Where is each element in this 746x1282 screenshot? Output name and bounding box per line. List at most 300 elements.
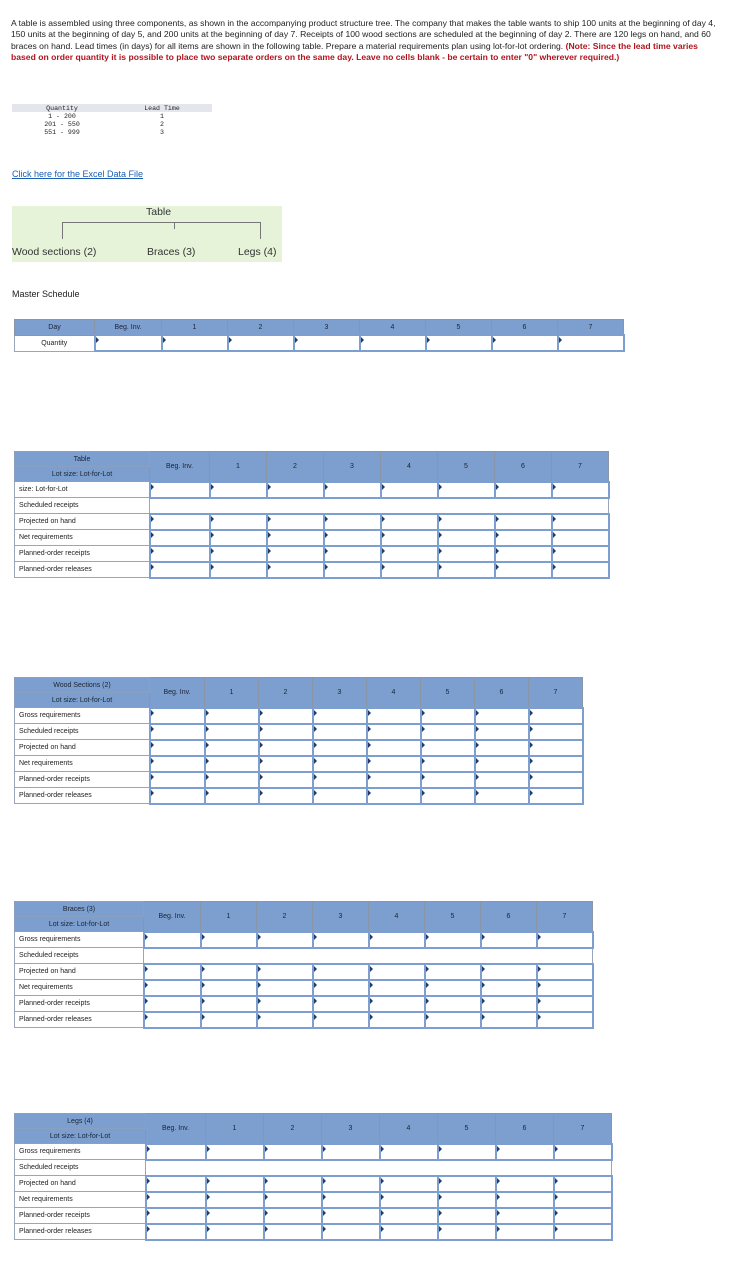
ms-day-header: 2 (228, 320, 294, 336)
mrp-projected-on-hand-input[interactable] (481, 964, 537, 980)
mrp-net-requirements-input[interactable] (257, 980, 313, 996)
mrp-row-scheduled-receipts (15, 724, 583, 740)
mrp-gross-requirements-input[interactable] (144, 932, 201, 948)
lead-time-cell: 1 - 200 (48, 112, 76, 120)
mrp-planned-order-releases-input[interactable] (201, 1012, 257, 1028)
mrp-planned-order-releases-input[interactable] (259, 788, 313, 804)
mrp-day-header: 6 (475, 678, 529, 708)
mrp-net-requirements-input[interactable] (146, 1192, 206, 1208)
mrp-planned-order-releases-input[interactable] (529, 788, 583, 804)
mrp-planned-order-releases-input[interactable] (150, 562, 210, 578)
tree-root-label: Table (146, 206, 172, 218)
mrp-lot-size: Lot size: Lot-for-Lot (15, 917, 144, 932)
mrp-planned-order-releases-input[interactable] (496, 1224, 554, 1240)
mrp-day-header: 4 (367, 678, 421, 708)
mrp-row-label: Projected on hand (15, 1176, 146, 1192)
mrp-projected-on-hand-input[interactable] (313, 740, 367, 756)
mrp-planned-order-releases-input[interactable] (380, 1224, 438, 1240)
mrp-net-requirements-input[interactable] (537, 980, 593, 996)
mrp-row-net-requirements (15, 980, 593, 996)
lead-time-cell: 1 (160, 112, 164, 120)
mrp-projected-on-hand-input[interactable] (381, 514, 438, 530)
mrp-gross-requirements-input[interactable] (146, 1144, 206, 1160)
mrp-projected-on-hand-input[interactable] (380, 1176, 438, 1192)
mrp-row-net-requirements (15, 1192, 612, 1208)
excel-data-file-link[interactable]: Click here for the Excel Data File (12, 169, 144, 179)
mrp-row-label: Scheduled receipts (15, 948, 144, 964)
mrp-net-requirements-input[interactable] (438, 1192, 496, 1208)
mrp-net-requirements-input[interactable] (496, 1192, 554, 1208)
mrp-net-requirements-input[interactable] (206, 1192, 264, 1208)
lead-time-header-quantity: Quantity (12, 104, 112, 112)
mrp-day-header: 4 (369, 902, 425, 932)
ms-quantity-input[interactable] (360, 335, 426, 351)
mrp-blank-row-area (146, 1160, 612, 1176)
mrp-planned-order-releases-input[interactable] (257, 1012, 313, 1028)
ms-quantity-label: Quantity (15, 335, 95, 351)
mrp-planned-order-receipts-input[interactable] (313, 996, 369, 1012)
mrp-planned-order-releases-input[interactable] (369, 1012, 425, 1028)
lead-time-cell: 201 - 550 (44, 120, 80, 128)
ms-quantity-input[interactable] (426, 335, 492, 351)
mrp-planned-order-releases-input[interactable] (495, 562, 552, 578)
mrp-planned-order-releases-input[interactable] (322, 1224, 380, 1240)
mrp-planned-order-releases-input[interactable] (425, 1012, 481, 1028)
mrp-planned-order-receipts-input[interactable] (425, 996, 481, 1012)
mrp-lot-size: Lot size: Lot-for-Lot (15, 1129, 146, 1144)
mrp-gross-requirements-input[interactable] (322, 1144, 380, 1160)
mrp-scheduled-receipts-input[interactable] (529, 724, 583, 740)
mrp-planned-order-receipts-input[interactable] (322, 1208, 380, 1224)
mrp-row-net-requirements (15, 530, 609, 546)
mrp-net-requirements-input[interactable] (380, 1192, 438, 1208)
mrp-projected-on-hand-input[interactable] (201, 964, 257, 980)
mrp-row-label: size: Lot-for-Lot (15, 482, 150, 498)
mrp-projected-on-hand-input[interactable] (313, 964, 369, 980)
mrp-projected-on-hand-input[interactable] (144, 964, 201, 980)
mrp-planned-order-receipts-input[interactable] (150, 772, 205, 788)
mrp-day-header: 7 (552, 452, 609, 482)
mrp-scheduled-receipts-input[interactable] (205, 724, 259, 740)
mrp-row-label: Planned-order receipts (15, 1208, 146, 1224)
mrp-gross-requirements-input[interactable] (496, 1144, 554, 1160)
mrp-gross-requirements-input[interactable] (205, 708, 259, 724)
mrp-planned-order-releases-input[interactable] (438, 1224, 496, 1240)
mrp-day-header: 2 (259, 678, 313, 708)
mrp-item-name: Table (15, 452, 150, 467)
mrp-net-requirements-input[interactable] (324, 530, 381, 546)
mrp-net-requirements-input[interactable] (210, 530, 267, 546)
mrp-day-header: 1 (201, 902, 257, 932)
mrp-gross-requirements-input[interactable] (475, 708, 529, 724)
mrp-row-label: Planned-order releases (15, 1224, 146, 1240)
mrp-net-requirements-input[interactable] (381, 530, 438, 546)
mrp-row-label: Planned-order receipts (15, 996, 144, 1012)
mrp-day-header: 7 (554, 1114, 612, 1144)
tree-connector (62, 222, 63, 239)
mrp-day-header: 2 (264, 1114, 322, 1144)
mrp-row-size-lot-for-lot (15, 482, 609, 498)
mrp-row-label: Gross requirements (15, 932, 144, 948)
ms-day-header: 3 (294, 320, 360, 336)
mrp-day-header: 6 (481, 902, 537, 932)
mrp-planned-order-receipts-input[interactable] (206, 1208, 264, 1224)
mrp-net-requirements-input[interactable] (495, 530, 552, 546)
mrp-projected-on-hand-input[interactable] (206, 1176, 264, 1192)
mrp-planned-order-receipts-input[interactable] (381, 546, 438, 562)
mrp-net-requirements-input[interactable] (205, 756, 259, 772)
mrp-scheduled-receipts-input[interactable] (313, 724, 367, 740)
mrp-row-label: Planned-order releases (15, 788, 150, 804)
mrp-row-label: Net requirements (15, 1192, 146, 1208)
mrp-projected-on-hand-input[interactable] (438, 514, 495, 530)
mrp-planned-order-releases-input[interactable] (438, 562, 495, 578)
mrp-size-lot-for-lot-input[interactable] (381, 482, 438, 498)
mrp-table-braces-3 (14, 901, 594, 1029)
ms-quantity-input[interactable] (162, 335, 228, 351)
mrp-planned-order-releases-input[interactable] (475, 788, 529, 804)
mrp-net-requirements-input[interactable] (367, 756, 421, 772)
mrp-planned-order-releases-input[interactable] (481, 1012, 537, 1028)
mrp-projected-on-hand-input[interactable] (367, 740, 421, 756)
mrp-row-label: Planned-order releases (15, 1012, 144, 1028)
mrp-planned-order-receipts-input[interactable] (495, 546, 552, 562)
mrp-planned-order-receipts-input[interactable] (475, 772, 529, 788)
mrp-row-planned-order-receipts (15, 546, 609, 562)
ms-day-header: 5 (426, 320, 492, 336)
mrp-scheduled-receipts-input[interactable] (150, 724, 205, 740)
mrp-row-planned-order-receipts (15, 1208, 612, 1224)
mrp-row-planned-order-receipts (15, 996, 593, 1012)
mrp-projected-on-hand-input[interactable] (552, 514, 609, 530)
mrp-row-projected-on-hand (15, 1176, 612, 1192)
mrp-size-lot-for-lot-input[interactable] (324, 482, 381, 498)
mrp-net-requirements-input[interactable] (313, 756, 367, 772)
mrp-net-requirements-input[interactable] (438, 530, 495, 546)
lead-time-cell: 551 - 999 (44, 128, 80, 136)
mrp-projected-on-hand-input[interactable] (438, 1176, 496, 1192)
mrp-gross-requirements-input[interactable] (264, 1144, 322, 1160)
ms-quantity-input[interactable] (294, 335, 360, 351)
mrp-planned-order-receipts-input[interactable] (205, 772, 259, 788)
mrp-planned-order-receipts-input[interactable] (438, 546, 495, 562)
mrp-projected-on-hand-input[interactable] (150, 514, 210, 530)
mrp-projected-on-hand-input[interactable] (495, 514, 552, 530)
mrp-gross-requirements-input[interactable] (529, 708, 583, 724)
mrp-row-net-requirements (15, 756, 583, 772)
mrp-day-header: 3 (324, 452, 381, 482)
mrp-row-scheduled-receipts (15, 948, 593, 964)
mrp-net-requirements-input[interactable] (475, 756, 529, 772)
mrp-size-lot-for-lot-input[interactable] (495, 482, 552, 498)
mrp-planned-order-receipts-input[interactable] (438, 1208, 496, 1224)
mrp-beg-inv-header: Beg. Inv. (150, 678, 205, 708)
mrp-planned-order-releases-input[interactable] (421, 788, 475, 804)
mrp-projected-on-hand-input[interactable] (554, 1176, 612, 1192)
mrp-scheduled-receipts-input[interactable] (475, 724, 529, 740)
mrp-day-header: 5 (438, 452, 495, 482)
mrp-projected-on-hand-input[interactable] (369, 964, 425, 980)
mrp-projected-on-hand-input[interactable] (267, 514, 324, 530)
ms-quantity-input[interactable] (228, 335, 294, 351)
mrp-day-header: 7 (537, 902, 593, 932)
mrp-gross-requirements-input[interactable] (481, 932, 537, 948)
mrp-projected-on-hand-input[interactable] (210, 514, 267, 530)
mrp-table-table (14, 451, 610, 579)
mrp-projected-on-hand-input[interactable] (425, 964, 481, 980)
mrp-row-planned-order-releases (15, 1012, 593, 1028)
mrp-planned-order-releases-input[interactable] (267, 562, 324, 578)
mrp-day-header: 7 (529, 678, 583, 708)
ms-quantity-input[interactable] (492, 335, 558, 351)
mrp-day-header: 3 (313, 902, 369, 932)
mrp-lot-size: Lot size: Lot-for-Lot (15, 467, 150, 482)
mrp-projected-on-hand-input[interactable] (257, 964, 313, 980)
mrp-projected-on-hand-input[interactable] (324, 514, 381, 530)
mrp-blank-row-area (144, 948, 593, 964)
mrp-projected-on-hand-input[interactable] (150, 740, 205, 756)
mrp-projected-on-hand-input[interactable] (205, 740, 259, 756)
mrp-gross-requirements-input[interactable] (150, 708, 205, 724)
mrp-net-requirements-input[interactable] (421, 756, 475, 772)
mrp-planned-order-receipts-input[interactable] (421, 772, 475, 788)
ms-day-label: Day (15, 320, 95, 336)
mrp-net-requirements-input[interactable] (322, 1192, 380, 1208)
mrp-row-label: Projected on hand (15, 740, 150, 756)
problem-text: A table is assembled using three components, as shown in the accompanying product structure tree. The company that makes the table wants to ship 100 units at the beginning of day 4, 150 units at the beginning of day 5, and 200 units at the beginning of day 7. Receipts of 100 wood sections are scheduled at the beginning of day 2. There are 120 legs on hand, and 60 braces on hand. Lead times (in days) for all items are shown in the following table. Prepare a material requirements plan using lot-for-lot ordering. (11, 18, 716, 51)
mrp-gross-requirements-input[interactable] (554, 1144, 612, 1160)
mrp-table-wood-sections-2 (14, 677, 584, 805)
mrp-day-header: 2 (267, 452, 324, 482)
master-schedule-label: Master Schedule (12, 289, 80, 299)
mrp-row-projected-on-hand (15, 514, 609, 530)
ms-quantity-input[interactable] (95, 335, 162, 351)
mrp-row-label: Planned-order receipts (15, 546, 150, 562)
mrp-row-label: Net requirements (15, 530, 150, 546)
ms-day-header: 6 (492, 320, 558, 336)
mrp-gross-requirements-input[interactable] (313, 708, 367, 724)
mrp-planned-order-releases-input[interactable] (554, 1224, 612, 1240)
mrp-planned-order-releases-input[interactable] (205, 788, 259, 804)
mrp-net-requirements-input[interactable] (150, 530, 210, 546)
mrp-row-planned-order-receipts (15, 772, 583, 788)
mrp-row-label: Scheduled receipts (15, 498, 150, 514)
mrp-net-requirements-input[interactable] (144, 980, 201, 996)
mrp-gross-requirements-input[interactable] (201, 932, 257, 948)
lead-time-header-leadtime: Lead Time (112, 104, 212, 112)
mrp-row-projected-on-hand (15, 740, 583, 756)
mrp-planned-order-releases-input[interactable] (146, 1224, 206, 1240)
mrp-scheduled-receipts-input[interactable] (421, 724, 475, 740)
mrp-planned-order-releases-input[interactable] (552, 562, 609, 578)
mrp-planned-order-receipts-input[interactable] (481, 996, 537, 1012)
mrp-lot-size: Lot size: Lot-for-Lot (15, 693, 150, 708)
mrp-net-requirements-input[interactable] (267, 530, 324, 546)
mrp-planned-order-releases-input[interactable] (313, 1012, 369, 1028)
mrp-day-header: 3 (322, 1114, 380, 1144)
mrp-net-requirements-input[interactable] (264, 1192, 322, 1208)
mrp-day-header: 5 (425, 902, 481, 932)
mrp-blank-row-area (150, 498, 609, 514)
mrp-net-requirements-input[interactable] (552, 530, 609, 546)
mrp-size-lot-for-lot-input[interactable] (267, 482, 324, 498)
mrp-day-header: 4 (381, 452, 438, 482)
mrp-planned-order-receipts-input[interactable] (264, 1208, 322, 1224)
mrp-planned-order-receipts-input[interactable] (313, 772, 367, 788)
mrp-net-requirements-input[interactable] (481, 980, 537, 996)
mrp-projected-on-hand-input[interactable] (529, 740, 583, 756)
mrp-gross-requirements-input[interactable] (257, 932, 313, 948)
mrp-planned-order-releases-input[interactable] (324, 562, 381, 578)
mrp-gross-requirements-input[interactable] (380, 1144, 438, 1160)
mrp-projected-on-hand-input[interactable] (475, 740, 529, 756)
mrp-gross-requirements-input[interactable] (259, 708, 313, 724)
mrp-net-requirements-input[interactable] (150, 756, 205, 772)
mrp-planned-order-releases-input[interactable] (264, 1224, 322, 1240)
mrp-beg-inv-header: Beg. Inv. (144, 902, 201, 932)
problem-statement (11, 18, 723, 63)
mrp-gross-requirements-input[interactable] (421, 708, 475, 724)
mrp-projected-on-hand-input[interactable] (259, 740, 313, 756)
mrp-planned-order-receipts-input[interactable] (146, 1208, 206, 1224)
mrp-projected-on-hand-input[interactable] (496, 1176, 554, 1192)
mrp-row-label: Planned-order releases (15, 562, 150, 578)
mrp-day-header: 2 (257, 902, 313, 932)
mrp-projected-on-hand-input[interactable] (264, 1176, 322, 1192)
mrp-day-header: 1 (205, 678, 259, 708)
mrp-day-header: 6 (495, 452, 552, 482)
mrp-item-name: Braces (3) (15, 902, 144, 917)
mrp-table-legs-4 (14, 1113, 613, 1241)
mrp-row-label: Gross requirements (15, 708, 150, 724)
mrp-net-requirements-input[interactable] (259, 756, 313, 772)
mrp-item-name: Wood Sections (2) (15, 678, 150, 693)
mrp-net-requirements-input[interactable] (313, 980, 369, 996)
mrp-planned-order-receipts-input[interactable] (529, 772, 583, 788)
mrp-planned-order-receipts-input[interactable] (380, 1208, 438, 1224)
mrp-planned-order-receipts-input[interactable] (259, 772, 313, 788)
mrp-planned-order-releases-input[interactable] (210, 562, 267, 578)
mrp-row-label: Projected on hand (15, 964, 144, 980)
tree-child-braces: Braces (3) (147, 246, 196, 258)
mrp-size-lot-for-lot-input[interactable] (210, 482, 267, 498)
mrp-planned-order-releases-input[interactable] (206, 1224, 264, 1240)
mrp-row-gross-requirements (15, 708, 583, 724)
mrp-size-lot-for-lot-input[interactable] (150, 482, 210, 498)
mrp-size-lot-for-lot-input[interactable] (552, 482, 609, 498)
mrp-item-name: Legs (4) (15, 1114, 146, 1129)
mrp-row-label: Scheduled receipts (15, 724, 150, 740)
mrp-scheduled-receipts-input[interactable] (367, 724, 421, 740)
tree-connector (260, 222, 261, 239)
mrp-gross-requirements-input[interactable] (367, 708, 421, 724)
mrp-projected-on-hand-input[interactable] (322, 1176, 380, 1192)
mrp-planned-order-receipts-input[interactable] (552, 546, 609, 562)
mrp-planned-order-receipts-input[interactable] (267, 546, 324, 562)
mrp-row-planned-order-releases (15, 788, 583, 804)
mrp-planned-order-releases-input[interactable] (313, 788, 367, 804)
mrp-gross-requirements-input[interactable] (537, 932, 593, 948)
mrp-projected-on-hand-input[interactable] (537, 964, 593, 980)
mrp-planned-order-receipts-input[interactable] (554, 1208, 612, 1224)
mrp-row-planned-order-releases (15, 1224, 612, 1240)
mrp-gross-requirements-input[interactable] (425, 932, 481, 948)
ms-day-header: 7 (558, 320, 624, 336)
ms-beg-inv-header: Beg. Inv. (95, 320, 162, 336)
mrp-scheduled-receipts-input[interactable] (259, 724, 313, 740)
mrp-day-header: 1 (206, 1114, 264, 1144)
mrp-planned-order-receipts-input[interactable] (496, 1208, 554, 1224)
mrp-day-header: 5 (421, 678, 475, 708)
mrp-projected-on-hand-input[interactable] (421, 740, 475, 756)
ms-quantity-input[interactable] (558, 335, 624, 351)
mrp-net-requirements-input[interactable] (529, 756, 583, 772)
mrp-gross-requirements-input[interactable] (369, 932, 425, 948)
mrp-gross-requirements-input[interactable] (206, 1144, 264, 1160)
mrp-size-lot-for-lot-input[interactable] (438, 482, 495, 498)
product-structure-tree (12, 206, 282, 262)
problem-note: (Note: Since the lead time varies based on order quantity it is possible to place two separate orders on the same day. Leave no cells blank - be certain to enter "0" wherever required.) (11, 40, 698, 62)
mrp-day-header: 1 (210, 452, 267, 482)
lead-time-cell: 2 (160, 120, 164, 128)
mrp-gross-requirements-input[interactable] (438, 1144, 496, 1160)
mrp-row-scheduled-receipts (15, 1160, 612, 1176)
mrp-planned-order-receipts-input[interactable] (201, 996, 257, 1012)
master-schedule-table (14, 319, 625, 352)
mrp-planned-order-releases-input[interactable] (537, 1012, 593, 1028)
mrp-planned-order-releases-input[interactable] (150, 788, 205, 804)
mrp-row-label: Net requirements (15, 980, 144, 996)
mrp-row-label: Planned-order receipts (15, 772, 150, 788)
mrp-planned-order-releases-input[interactable] (367, 788, 421, 804)
mrp-gross-requirements-input[interactable] (313, 932, 369, 948)
mrp-day-header: 3 (313, 678, 367, 708)
mrp-planned-order-receipts-input[interactable] (369, 996, 425, 1012)
mrp-row-projected-on-hand (15, 964, 593, 980)
mrp-planned-order-receipts-input[interactable] (257, 996, 313, 1012)
ms-day-header: 4 (360, 320, 426, 336)
mrp-net-requirements-input[interactable] (201, 980, 257, 996)
mrp-net-requirements-input[interactable] (425, 980, 481, 996)
mrp-row-gross-requirements (15, 932, 593, 948)
mrp-planned-order-receipts-input[interactable] (367, 772, 421, 788)
mrp-row-label: Gross requirements (15, 1144, 146, 1160)
mrp-planned-order-receipts-input[interactable] (144, 996, 201, 1012)
lead-time-cell: 3 (160, 128, 164, 136)
mrp-planned-order-releases-input[interactable] (381, 562, 438, 578)
mrp-row-label: Scheduled receipts (15, 1160, 146, 1176)
lead-time-table (12, 104, 212, 156)
mrp-planned-order-receipts-input[interactable] (537, 996, 593, 1012)
mrp-projected-on-hand-input[interactable] (146, 1176, 206, 1192)
mrp-row-planned-order-releases (15, 562, 609, 578)
mrp-planned-order-receipts-input[interactable] (150, 546, 210, 562)
tree-child-legs: Legs (4) (238, 246, 277, 258)
mrp-day-header: 4 (380, 1114, 438, 1144)
mrp-net-requirements-input[interactable] (554, 1192, 612, 1208)
tree-connector (62, 222, 260, 223)
mrp-planned-order-receipts-input[interactable] (210, 546, 267, 562)
mrp-planned-order-releases-input[interactable] (144, 1012, 201, 1028)
mrp-beg-inv-header: Beg. Inv. (150, 452, 210, 482)
mrp-beg-inv-header: Beg. Inv. (146, 1114, 206, 1144)
tree-connector (174, 222, 175, 229)
mrp-day-header: 6 (496, 1114, 554, 1144)
mrp-planned-order-receipts-input[interactable] (324, 546, 381, 562)
tree-child-wood-sections: Wood sections (2) (12, 246, 97, 258)
ms-day-header: 1 (162, 320, 228, 336)
mrp-net-requirements-input[interactable] (369, 980, 425, 996)
